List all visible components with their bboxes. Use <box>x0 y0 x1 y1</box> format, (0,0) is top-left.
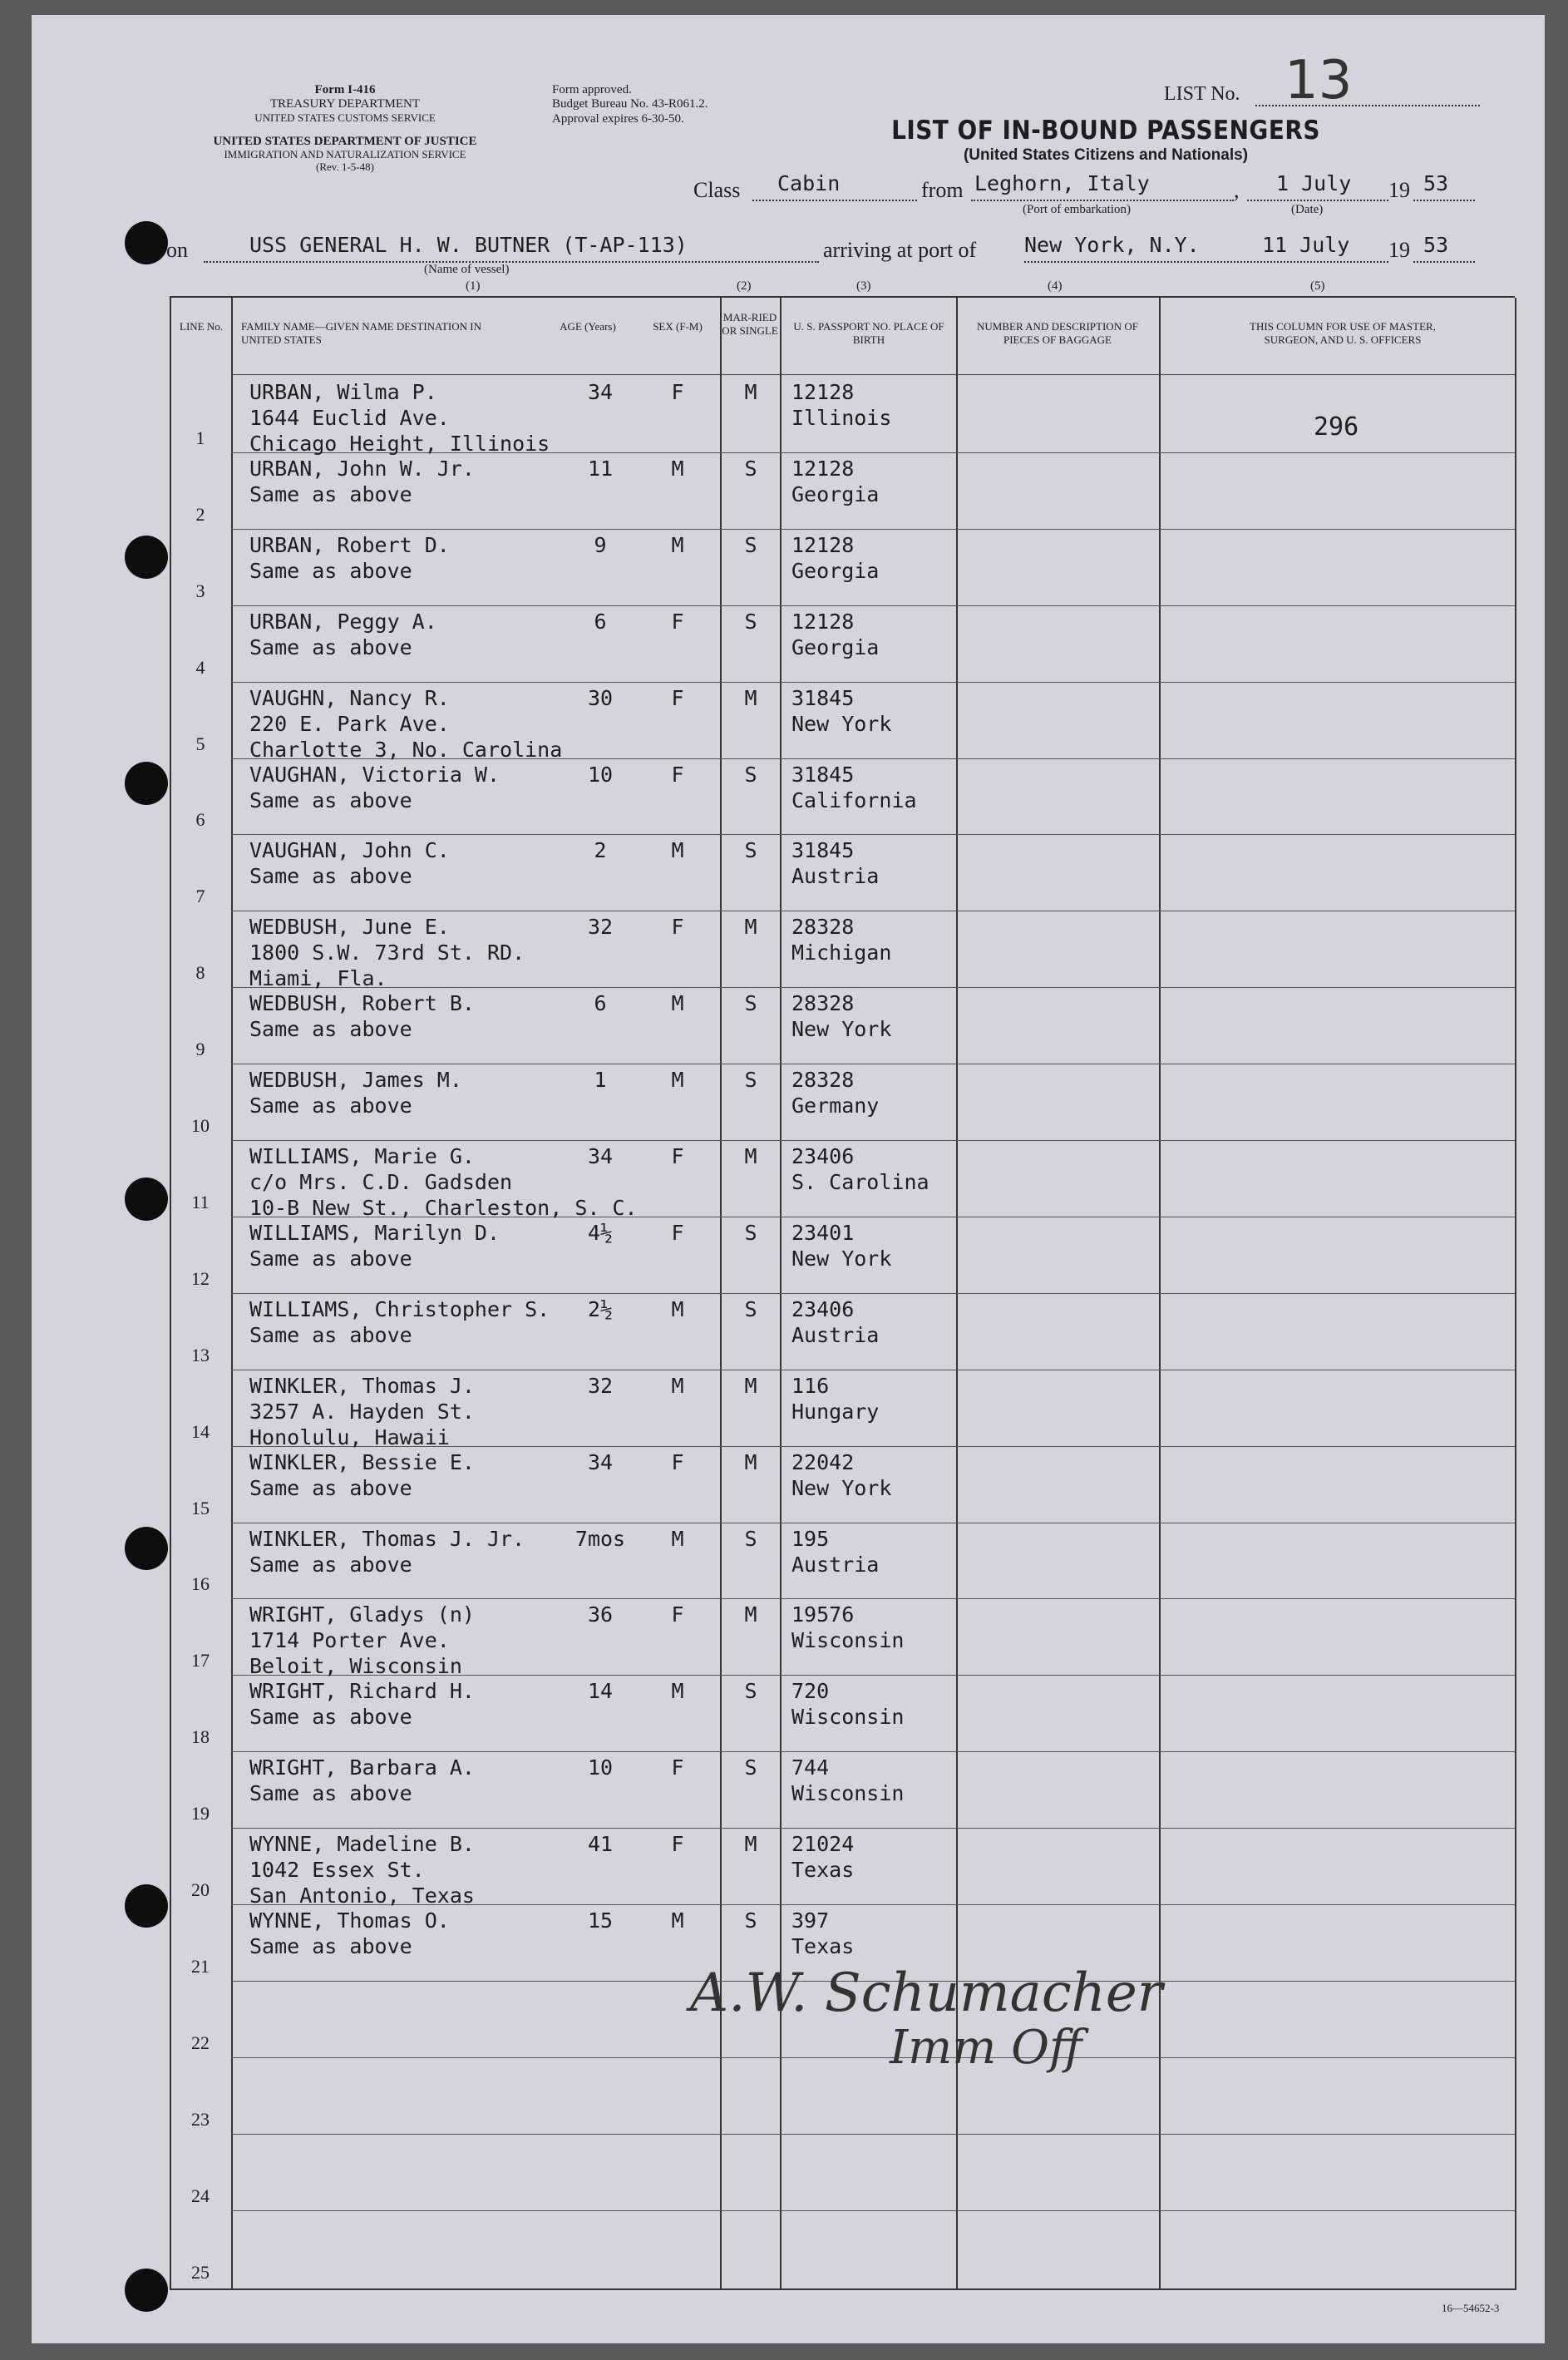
place-of-birth: S. Carolina <box>791 1170 929 1194</box>
line-number: 19 <box>191 1803 210 1824</box>
page-title: LIST OF IN-BOUND PASSENGERS <box>891 116 1320 146</box>
passport-number: 23401 <box>791 1221 855 1245</box>
col-header-married: MAR-RIED OR SINGLE <box>722 311 778 337</box>
line-number: 21 <box>191 1956 210 1977</box>
passenger-sex: M <box>671 1297 684 1321</box>
passenger-name: WRIGHT, Richard H. <box>249 1679 475 1703</box>
comma: , <box>1234 178 1240 202</box>
passenger-address: Chicago Height, Illinois <box>249 432 550 456</box>
line-number: 16 <box>191 1573 210 1594</box>
passport-number: 19576 <box>791 1602 855 1627</box>
passenger-age: 41 <box>587 1832 614 1856</box>
passenger-address: Same as above <box>249 788 412 812</box>
line-number: 17 <box>191 1650 210 1671</box>
officer-note: 296 <box>1314 412 1359 442</box>
punch-hole <box>125 1178 168 1221</box>
place-of-birth: Georgia <box>791 559 880 583</box>
passenger-sex: M <box>671 1679 684 1703</box>
place-of-birth: Georgia <box>791 635 880 659</box>
col-header-age: AGE (Years) <box>560 320 616 333</box>
passenger-age: 2 <box>594 838 607 862</box>
on-label: on <box>166 238 188 262</box>
class-label: Class <box>693 178 741 202</box>
row-divider <box>231 987 1515 988</box>
approval-line-3: Approval expires 6-30-50. <box>552 111 684 126</box>
col-header-line-no: LINE No. <box>180 320 223 333</box>
passenger-sex: M <box>671 1908 684 1933</box>
vessel-underline <box>204 261 819 263</box>
passenger-sex: F <box>671 686 684 710</box>
passenger-name: WYNNE, Madeline B. <box>249 1832 475 1856</box>
line-number: 4 <box>195 657 205 678</box>
passenger-address: 10-B New St., Charleston, S. C. <box>249 1196 638 1220</box>
row-divider <box>231 1140 1515 1141</box>
passenger-marital-status: S <box>744 610 757 634</box>
place-of-birth: Wisconsin <box>791 1628 905 1652</box>
passenger-name: VAUGHN, Nancy R. <box>249 686 450 710</box>
passenger-sex: F <box>671 1144 684 1168</box>
passenger-address: 1714 Porter Ave. <box>249 1628 450 1652</box>
place-of-birth: Texas <box>791 1934 855 1958</box>
table-right-border <box>1515 298 1516 2290</box>
col-number-5: (5) <box>1310 279 1325 293</box>
passenger-age: 14 <box>587 1679 614 1703</box>
row-divider <box>231 1293 1515 1294</box>
row-divider <box>231 1828 1515 1829</box>
passport-number: 23406 <box>791 1297 855 1321</box>
passenger-sex: F <box>671 1755 684 1780</box>
passenger-name: WEDBUSH, June E. <box>249 915 450 939</box>
line-number: 7 <box>195 886 205 906</box>
place-of-birth: Wisconsin <box>791 1781 905 1805</box>
line-number: 11 <box>191 1192 210 1212</box>
place-of-birth: Wisconsin <box>791 1705 905 1729</box>
passport-number: 397 <box>791 1908 830 1933</box>
arrival-underline <box>1024 261 1388 263</box>
passenger-age: 34 <box>587 1144 614 1168</box>
passenger-address: Same as above <box>249 1094 412 1118</box>
arrival-year: 53 <box>1423 233 1449 257</box>
table-bottom-border <box>170 2288 1515 2290</box>
passenger-address: Same as above <box>249 1705 412 1729</box>
passport-number: 744 <box>791 1755 830 1780</box>
list-no-label: LIST No. <box>1164 83 1240 105</box>
passenger-age: 10 <box>587 763 614 787</box>
passenger-marital-status: M <box>744 686 757 710</box>
approval-block <box>552 83 708 126</box>
passenger-age: 34 <box>587 380 614 404</box>
passenger-name: URBAN, Robert D. <box>249 533 450 557</box>
from-underline <box>971 200 1234 201</box>
passenger-address: Miami, Fla. <box>249 966 387 990</box>
place-of-birth: Austria <box>791 1323 880 1347</box>
line-number: 1 <box>195 427 205 448</box>
table-left-border <box>170 298 171 2290</box>
approval-line-1: Form approved. <box>552 83 632 96</box>
col-header-sex: SEX (F-M) <box>653 320 703 333</box>
passenger-sex: F <box>671 1602 684 1627</box>
col-number-3: (3) <box>856 279 871 293</box>
class-underline <box>752 200 917 201</box>
passenger-age: 32 <box>587 915 614 939</box>
passenger-marital-status: M <box>744 1832 757 1856</box>
header-bottom-line <box>231 374 1515 375</box>
passport-number: 12128 <box>791 457 855 481</box>
passenger-sex: F <box>671 1221 684 1245</box>
passenger-age: 4½ <box>587 1221 614 1245</box>
vessel-caption: (Name of vessel) <box>424 263 510 276</box>
passenger-marital-status: S <box>744 533 757 557</box>
passenger-age: 6 <box>594 610 607 634</box>
col-header-officers: THIS COLUMN FOR USE OF MASTER, SURGEON, AND U. S. OFFICERS <box>1250 320 1436 346</box>
row-divider <box>231 1598 1515 1599</box>
passenger-marital-status: S <box>744 1297 757 1321</box>
year-underline-2 <box>1413 261 1475 263</box>
passenger-address: 3257 A. Hayden St. <box>249 1400 475 1424</box>
passenger-name: WEDBUSH, James M. <box>249 1068 462 1092</box>
col-number-1: (1) <box>466 279 481 293</box>
passenger-sex: M <box>671 1374 684 1398</box>
arriving-label: arriving at port of <box>823 238 977 262</box>
passenger-address: San Antonio, Texas <box>249 1884 475 1908</box>
line-number: 9 <box>195 1039 205 1059</box>
place-of-birth: Austria <box>791 1553 880 1577</box>
passenger-age: 36 <box>587 1602 614 1627</box>
passenger-address: Same as above <box>249 1553 412 1577</box>
passenger-marital-status: S <box>744 1221 757 1245</box>
passenger-marital-status: S <box>744 457 757 481</box>
justice-dept: UNITED STATES DEPARTMENT OF JUSTICE <box>213 135 477 148</box>
passport-number: 28328 <box>791 915 855 939</box>
date-caption: (Date) <box>1291 203 1324 216</box>
passenger-age: 6 <box>594 991 607 1015</box>
passenger-address: Same as above <box>249 1323 412 1347</box>
line-number: 23 <box>191 2109 210 2130</box>
passenger-name: URBAN, John W. Jr. <box>249 457 475 481</box>
col-divider <box>231 298 233 2290</box>
row-divider <box>231 834 1515 835</box>
col-header-baggage: NUMBER AND DESCRIPTION OF PIECES OF BAGGAGE <box>977 320 1138 346</box>
passenger-name: URBAN, Wilma P. <box>249 380 437 404</box>
col-number-2: (2) <box>737 279 752 293</box>
place-of-birth: New York <box>791 1476 892 1500</box>
port-embark-caption: (Port of embarkation) <box>1023 203 1131 216</box>
passenger-sex: F <box>671 915 684 939</box>
passenger-name: WRIGHT, Barbara A. <box>249 1755 475 1780</box>
passport-number: 12128 <box>791 380 855 404</box>
passenger-age: 1 <box>594 1068 607 1092</box>
year-prefix: 19 <box>1388 178 1410 202</box>
passenger-address: Same as above <box>249 482 412 506</box>
passenger-name: VAUGHAN, John C. <box>249 838 450 862</box>
passport-number: 12128 <box>791 610 855 634</box>
punch-hole <box>125 536 168 579</box>
passenger-address: Same as above <box>249 1476 412 1500</box>
passport-number: 31845 <box>791 763 855 787</box>
passenger-address: Honolulu, Hawaii <box>249 1425 450 1449</box>
row-divider <box>231 1751 1515 1752</box>
passenger-sex: F <box>671 380 684 404</box>
passenger-age: 34 <box>587 1450 614 1474</box>
line-number: 3 <box>195 580 205 601</box>
form-number: Form I-416 <box>314 83 376 96</box>
passenger-marital-status: M <box>744 1602 757 1627</box>
col-header-name: FAMILY NAME—GIVEN NAME DESTINATION IN UNITED STATES <box>241 320 482 346</box>
row-divider <box>231 529 1515 530</box>
passenger-address: 1800 S.W. 73rd St. RD. <box>249 941 525 965</box>
punch-hole <box>125 1884 168 1928</box>
line-number: 18 <box>191 1726 210 1747</box>
passenger-marital-status: M <box>744 1144 757 1168</box>
place-of-birth: New York <box>791 1017 892 1041</box>
place-of-birth: California <box>791 788 917 812</box>
row-divider <box>231 2134 1515 2135</box>
passenger-marital-status: S <box>744 1755 757 1780</box>
passenger-address: Same as above <box>249 1247 412 1271</box>
line-number: 2 <box>195 504 205 525</box>
passenger-name: URBAN, Peggy A. <box>249 610 437 634</box>
date-underline <box>1247 200 1388 201</box>
passenger-sex: M <box>671 457 684 481</box>
passenger-marital-status: M <box>744 380 757 404</box>
form-agency-block <box>200 83 491 124</box>
place-of-birth: New York <box>791 712 892 736</box>
passport-number: 21024 <box>791 1832 855 1856</box>
passenger-sex: M <box>671 1068 684 1092</box>
passenger-name: WEDBUSH, Robert B. <box>249 991 475 1015</box>
year-underline <box>1413 200 1475 201</box>
punch-hole <box>125 2269 168 2312</box>
passenger-age: 2½ <box>587 1297 614 1321</box>
passenger-name: WINKLER, Bessie E. <box>249 1450 475 1474</box>
page-subtitle: (United States Citizens and Nationals) <box>963 146 1249 164</box>
passenger-name: VAUGHAN, Victoria W. <box>249 763 500 787</box>
place-of-birth: Germany <box>791 1094 880 1118</box>
passport-number: 116 <box>791 1374 830 1398</box>
passenger-sex: F <box>671 610 684 634</box>
justice-block <box>158 135 532 174</box>
passport-number: 31845 <box>791 686 855 710</box>
place-of-birth: Hungary <box>791 1400 880 1424</box>
passenger-address: Same as above <box>249 864 412 888</box>
passenger-name: WYNNE, Thomas O. <box>249 1908 450 1933</box>
passenger-sex: F <box>671 763 684 787</box>
year-prefix-2: 19 <box>1388 238 1410 262</box>
line-number: 25 <box>191 2262 210 2283</box>
passport-number: 195 <box>791 1527 830 1551</box>
passenger-age: 32 <box>587 1374 614 1398</box>
line-number: 10 <box>191 1115 210 1136</box>
customs-service: UNITED STATES CUSTOMS SERVICE <box>254 111 436 124</box>
class-value: Cabin <box>777 171 841 195</box>
passenger-address: Same as above <box>249 635 412 659</box>
line-number: 22 <box>191 2032 210 2053</box>
row-divider <box>231 2057 1515 2058</box>
passenger-address: 1042 Essex St. <box>249 1858 425 1882</box>
vessel-name: USS GENERAL H. W. BUTNER (T-AP-113) <box>249 233 688 257</box>
place-of-birth: Texas <box>791 1858 855 1882</box>
list-no-value: 13 <box>1284 50 1353 111</box>
revision: (Rev. 1-5-48) <box>316 160 374 174</box>
passenger-address: Same as above <box>249 559 412 583</box>
passenger-marital-status: S <box>744 763 757 787</box>
passenger-marital-status: M <box>744 1450 757 1474</box>
passenger-address: Same as above <box>249 1934 412 1958</box>
passenger-marital-status: S <box>744 1068 757 1092</box>
passenger-marital-status: M <box>744 1374 757 1398</box>
depart-date: 1 July <box>1276 171 1352 195</box>
arrival-port: New York, N.Y. <box>1024 233 1200 257</box>
line-number: 15 <box>191 1498 210 1518</box>
passenger-name: WINKLER, Thomas J. Jr. <box>249 1527 525 1551</box>
title-block <box>873 116 1339 164</box>
place-of-birth: Georgia <box>791 482 880 506</box>
passenger-marital-status: S <box>744 1679 757 1703</box>
line-number: 5 <box>195 733 205 754</box>
passport-number: 720 <box>791 1679 830 1703</box>
footer-code: 16—54652-3 <box>1442 2302 1500 2314</box>
line-number: 8 <box>195 962 205 983</box>
passenger-name: WINKLER, Thomas J. <box>249 1374 475 1398</box>
passenger-marital-status: S <box>744 838 757 862</box>
approval-line-2: Budget Bureau No. 43-R061.2. <box>552 97 708 111</box>
line-number: 13 <box>191 1345 210 1365</box>
passport-number: 31845 <box>791 838 855 862</box>
passenger-name: WILLIAMS, Christopher S. <box>249 1297 550 1321</box>
passenger-marital-status: M <box>744 915 757 939</box>
passport-number: 28328 <box>791 991 855 1015</box>
punch-hole <box>125 221 168 264</box>
passenger-marital-status: S <box>744 991 757 1015</box>
passenger-sex: M <box>671 1527 684 1551</box>
ins-service: IMMIGRATION AND NATURALIZATION SERVICE <box>224 148 466 161</box>
depart-year: 53 <box>1423 171 1449 195</box>
punch-hole <box>125 1527 168 1570</box>
passenger-address: Same as above <box>249 1781 412 1805</box>
col-header-passport: U. S. PASSPORT NO. PLACE OF BIRTH <box>793 320 944 346</box>
passenger-age: 10 <box>587 1755 614 1780</box>
passenger-marital-status: S <box>744 1527 757 1551</box>
line-number: 24 <box>191 2185 210 2206</box>
officer-title-handwritten: Imm Off <box>890 2021 1082 2075</box>
row-divider <box>231 682 1515 683</box>
place-of-birth: Michigan <box>791 941 892 965</box>
passenger-address: Beloit, Wisconsin <box>249 1654 462 1678</box>
passenger-age: 15 <box>587 1908 614 1933</box>
row-divider <box>231 605 1515 606</box>
passenger-age: 7mos <box>574 1527 626 1551</box>
from-label: from <box>921 178 964 202</box>
passenger-age: 9 <box>594 533 607 557</box>
passenger-address: Same as above <box>249 1017 412 1041</box>
from-value: Leghorn, Italy <box>974 171 1150 195</box>
table-top-border <box>170 296 1515 298</box>
passenger-sex: F <box>671 1450 684 1474</box>
passenger-name: WILLIAMS, Marilyn D. <box>249 1221 500 1245</box>
passenger-sex: M <box>671 991 684 1015</box>
passenger-address: c/o Mrs. C.D. Gadsden <box>249 1170 513 1194</box>
passenger-address: 220 E. Park Ave. <box>249 712 450 736</box>
row-divider <box>231 2210 1515 2211</box>
passenger-name: WILLIAMS, Marie G. <box>249 1144 475 1168</box>
passenger-age: 30 <box>587 686 614 710</box>
officer-signature: A.W. Schumacher <box>690 1963 1163 2024</box>
passenger-marital-status: S <box>744 1908 757 1933</box>
col-number-4: (4) <box>1048 279 1063 293</box>
line-number: 14 <box>191 1421 210 1442</box>
passport-number: 22042 <box>791 1450 855 1474</box>
line-number: 20 <box>191 1879 210 1900</box>
passport-number: 28328 <box>791 1068 855 1092</box>
passenger-name: WRIGHT, Gladys (n) <box>249 1602 475 1627</box>
place-of-birth: Illinois <box>791 406 892 430</box>
place-of-birth: New York <box>791 1247 892 1271</box>
line-number: 12 <box>191 1268 210 1289</box>
line-number: 6 <box>195 809 205 830</box>
passenger-sex: M <box>671 533 684 557</box>
passenger-age: 11 <box>587 457 614 481</box>
punch-hole <box>125 762 168 805</box>
arrival-date: 11 July <box>1262 233 1350 257</box>
place-of-birth: Austria <box>791 864 880 888</box>
passenger-sex: M <box>671 838 684 862</box>
treasury-dept: TREASURY DEPARTMENT <box>269 97 421 111</box>
passenger-address: 1644 Euclid Ave. <box>249 406 450 430</box>
passenger-address: Charlotte 3, No. Carolina <box>249 738 563 762</box>
passport-number: 23406 <box>791 1144 855 1168</box>
passport-number: 12128 <box>791 533 855 557</box>
passenger-sex: F <box>671 1832 684 1856</box>
